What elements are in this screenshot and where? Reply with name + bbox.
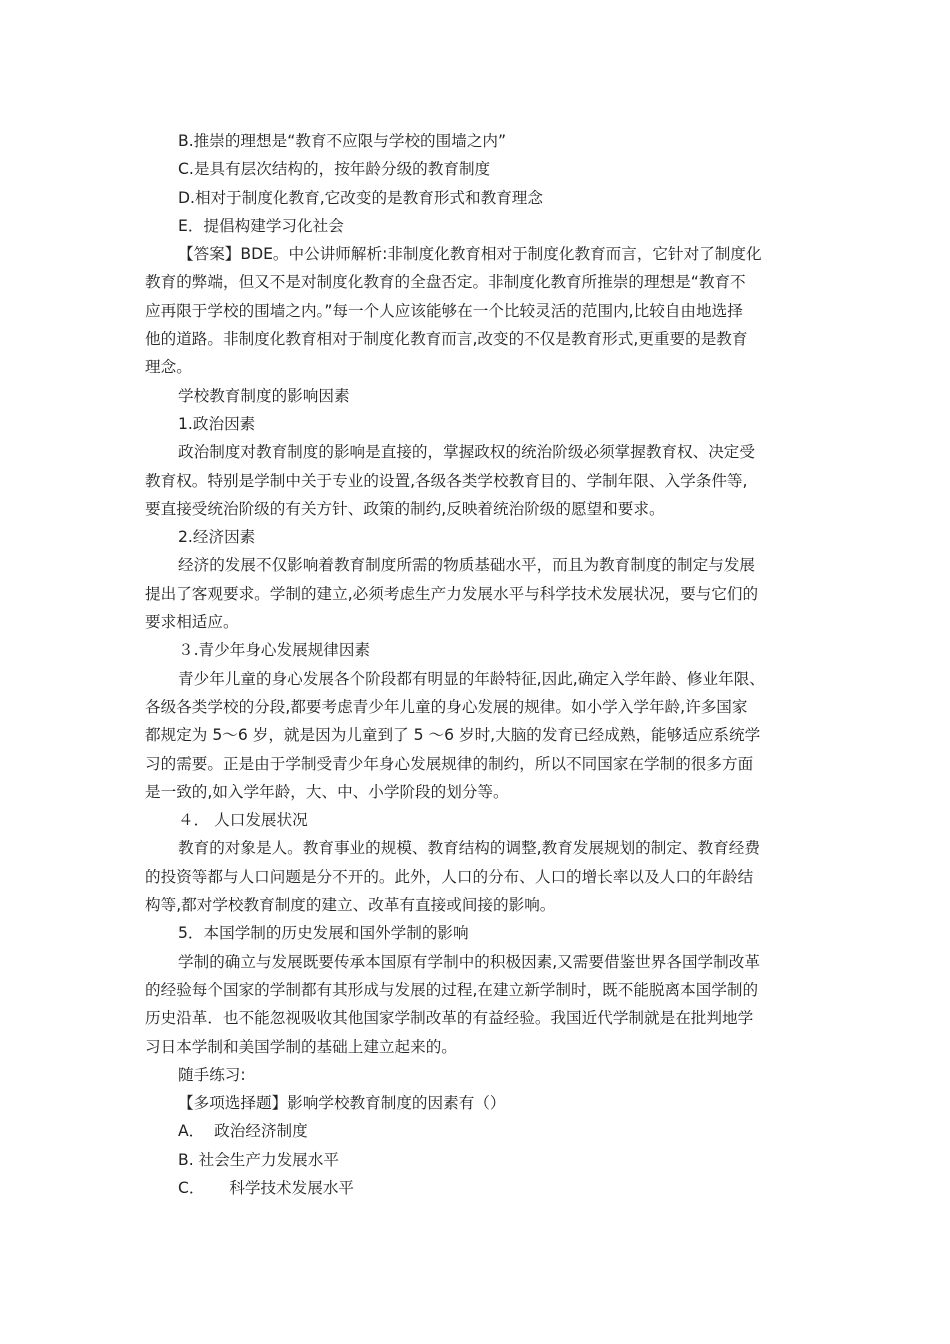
practice-question: 【多项选择题】影响学校教育制度的因素有（） — [178, 1094, 506, 1113]
factor4-title: ４． 人口发展状况 — [178, 811, 308, 830]
factor2-paragraph — [145, 551, 813, 636]
option-e: E．提倡构建学习化社会 — [178, 216, 344, 235]
section-title: 学校教育制度的影响因素 — [178, 386, 350, 405]
factor3-line: 习的需要。正是由于学制受青少年身心发展规律的制约，所以不同国家在学制的很多方面 — [145, 754, 754, 773]
factor1-line: 教育权。特别是学制中关于专业的设置,各级各类学校教育目的、学制年限、入学条件等, — [145, 471, 748, 490]
factor3-title: ３.青少年身心发展规律因素 — [178, 641, 371, 660]
document-body — [145, 127, 813, 1202]
factor2-title: 2.经济因素 — [178, 528, 256, 547]
factor3-paragraph — [145, 665, 813, 806]
factor3-line: 都规定为 5～6 岁，就是因为儿童到了 5 ～6 岁时,大脑的发育已经成熟，能够适应系统学 — [145, 726, 761, 745]
factor2-line: 提出了客观要求。学制的建立,必须考虑生产力发展水平与科学技术发展状况，要与它们的 — [145, 584, 759, 603]
factor3-line: 各级各类学校的分段,都要考虑青少年儿童的身心发展的规律。如小学入学年龄,许多国家 — [145, 697, 748, 716]
factor4-line: 教育的对象是人。教育事业的规模、教育结构的调整,教育发展规划的制定、教育经费 — [178, 839, 760, 858]
option-list-top — [145, 127, 813, 240]
answer-line: 教育的弊端，但又不是对制度化教育的全盘否定。非制度化教育所推崇的理想是“教育不 — [145, 273, 746, 292]
option-b: B.推崇的理想是“教育不应限与学校的围墙之内” — [178, 132, 507, 150]
factor1-line: 政治制度对教育制度的影响是直接的，掌握政权的统治阶级必须掌握教育权、决定受 — [178, 443, 755, 462]
answer-line: 理念。 — [145, 358, 192, 377]
factor3-line: 是一致的,如入学年龄，大、中、小学阶段的划分等。 — [145, 782, 509, 801]
option-list-bottom — [145, 1117, 813, 1202]
factor4-line: 构等,都对学校教育制度的建立、改革有直接或间接的影响。 — [145, 896, 556, 915]
option-a: A． 政治经济制度 — [178, 1122, 308, 1141]
answer-line: 【答案】BDE。中公讲师解析:非制度化教育相对于制度化教育而言，它针对了制度化 — [178, 245, 762, 264]
factor1-line: 要直接受统治阶级的有关方针、政策的制约,反映着统治阶级的愿望和要求。 — [145, 499, 665, 518]
factor4-line: 的投资等都与人口问题是分不开的。此外，人口的分布、人口的增长率以及人口的年龄结 — [145, 867, 754, 886]
option-c: C． 科学技术发展水平 — [178, 1178, 355, 1197]
factor3-line: 青少年儿童的身心发展各个阶段都有明显的年龄特征,因此,确定入学年龄、修业年限、 — [178, 669, 765, 688]
factor2-line: 要求相适应。 — [145, 613, 239, 632]
factor1-title: 1.政治因素 — [178, 414, 256, 433]
option-c: C.是具有层次结构的，按年龄分级的教育制度 — [178, 160, 491, 179]
factor5-line: 习日本学制和美国学制的基础上建立起来的。 — [145, 1037, 457, 1056]
factor5-line: 学制的确立与发展既要传承本国原有学制中的积极因素,又需要借鉴世界各国学制改革 — [178, 952, 760, 971]
factor5-title: 5．本国学制的历史发展和国外学制的影响 — [178, 924, 469, 943]
factor2-line: 经济的发展不仅影响着教育制度所需的物质基础水平，而且为教育制度的制定与发展 — [178, 556, 755, 575]
answer-line: 他的道路。非制度化教育相对于制度化教育而言,改变的不仅是教育形式,更重要的是教育 — [145, 330, 748, 349]
factor4-paragraph — [145, 834, 813, 919]
option-d: D.相对于制度化教育,它改变的是教育形式和教育理念 — [178, 188, 543, 207]
answer-paragraph — [145, 240, 813, 381]
practice-label: 随手练习: — [178, 1065, 246, 1084]
factor5-line: 的经验每个国家的学制都有其形成与发展的过程,在建立新学制时，既不能脱离本国学制的 — [145, 980, 759, 999]
factor1-paragraph — [145, 438, 813, 523]
answer-line: 应再限于学校的围墙之内。”每一个人应该能够在一个比较灵活的范围内,比较自由地选择 — [145, 301, 743, 320]
factor5-paragraph — [145, 948, 813, 1061]
factor5-line: 历史沿革．也不能忽视吸收其他国家学制改革的有益经验。我国近代学制就是在批判地学 — [145, 1009, 754, 1028]
option-b: B. 社会生产力发展水平 — [178, 1150, 339, 1169]
